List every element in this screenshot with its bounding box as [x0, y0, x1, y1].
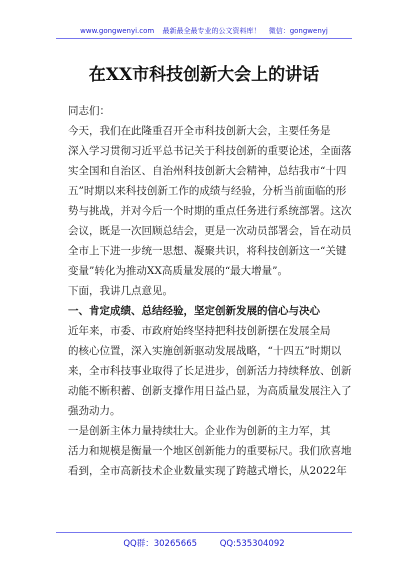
body-line: 下面，我讲几点意见。: [68, 285, 173, 297]
body-line: 实全国和自治区、自治州科技创新大会精神，总结我市“十四: [68, 165, 347, 177]
header-slogan: 最新最全最专业的公文资料库！: [162, 27, 261, 35]
body-line: 强劲动力。: [68, 405, 121, 417]
body-line: 近年来，市委、市政府始终坚持把科技创新摆在发展全局: [68, 325, 331, 337]
body-line: 五”时期以来科技创新工作的成绩与经验，分析当前面临的形: [68, 185, 347, 197]
body-line: 深入学习贯彻习近平总书记关于科技创新的重要论述，全面落: [68, 145, 352, 157]
body-line: 活力和规模是衡量一个地区创新能力的重要标尺。我们欣喜地: [68, 445, 352, 457]
body-line: 来，全市科技事业取得了长足进步，创新活力持续释放、创新: [68, 365, 352, 377]
page-header: [0, 26, 408, 36]
body-line: 一是创新主体力量持续壮大。企业作为创新的主力军，其: [68, 425, 331, 437]
body-line: 的核心位置，深入实施创新驱动发展战略，“十四五”时期以: [68, 345, 342, 357]
body-line: 动能不断积蓄、创新支撑作用日益凸显，为高质量发展注入了: [68, 385, 352, 397]
page-footer: [0, 537, 408, 549]
body-line: 会议，既是一次回顾总结会，更是一次动员部署会，旨在动员: [68, 225, 352, 237]
body-line: 今天，我们在此隆重召开全市科技创新大会，主要任务是: [68, 125, 331, 137]
header-divider: [56, 38, 352, 39]
salutation: 同志们：: [68, 105, 110, 117]
section-heading: 一、肯定成绩、总结经验，坚定创新发展的信心与决心: [68, 305, 320, 317]
header-wechat: 微信：gongwenyj: [268, 27, 328, 35]
body-line: 全市上下进一步统一思想、凝聚共识，将科技创新这一“关键: [68, 245, 347, 257]
body-line: 看到，全市高新技术企业数量实现了跨越式增长，从2022年: [68, 465, 347, 477]
header-website[interactable]: www.gongwenyi.com: [80, 27, 155, 35]
document-body: [68, 101, 358, 481]
footer-qq-group: QQ群：30265665: [123, 539, 198, 549]
body-line: 变量”转化为推动XX高质量发展的“最大增量”。: [68, 265, 289, 277]
footer-qq: QQ:535304092: [219, 539, 285, 549]
body-line: 势与挑战，并对今后一个时期的重点任务进行系统部署。这次: [68, 205, 352, 217]
footer-divider: [56, 532, 352, 533]
document-title: 在XX市科技创新大会上的讲话: [88, 65, 320, 85]
